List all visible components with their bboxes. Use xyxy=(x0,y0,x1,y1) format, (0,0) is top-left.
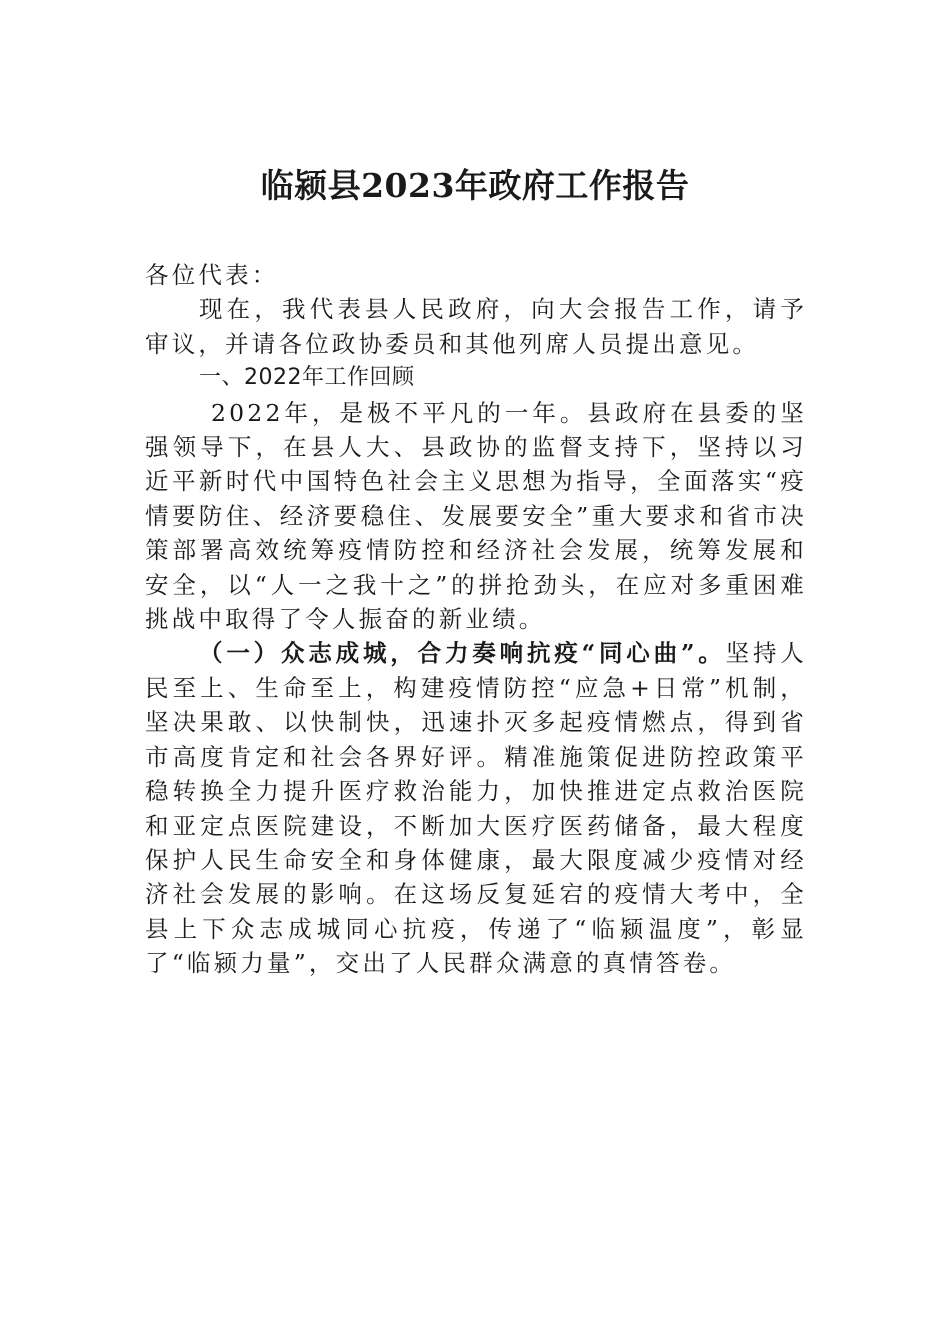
opening-paragraph: 现在，我代表县人民政府，向大会报告工作，请予审议，并请各位政协委员和其他列席人员提出意见。 xyxy=(145,295,807,358)
section-heading-2022-review: 一、2022年工作回顾 xyxy=(199,365,415,391)
document-body xyxy=(145,258,807,981)
document-title: 临颍县2023年政府工作报告 xyxy=(260,166,690,205)
item-1-heading: （一）众志成城，合力奏响抗疫“同心曲”。 xyxy=(199,639,726,668)
item-1-body: 坚持人民至上、生命至上，构建疫情防控“应急+日常”机制，坚决果敢、以快制快，迅速扑灭多起疫情燃点，得到省市高度肯定和社会各界好评。精准施策促进防控政策平稳转换全力提升医疗救治能力，加快推进定点救治医院和亚定点医院建设，不断加大医疗医药储备，最大程度保护人民生命安全和身体健康，最大限度减少疫情对经济社会发展的影响。在这场反复延宕的疫情大考中，全县上下众志成城同心抗疫，传递了“临颍温度”，彰显了“临颍力量”，交出了人民群众满意的真情答卷。 xyxy=(145,639,807,978)
item-1-paragraph xyxy=(145,636,807,980)
salutation: 各位代表： xyxy=(145,261,279,289)
section-intro-paragraph: 2022年，是极不平凡的一年。县政府在县委的坚强领导下，在县人大、县政协的监督支持下，坚持以习近平新时代中国特色社会主义思想为指导，全面落实“疫情要防住、经济要稳住、发展要安全”重大要求和省市决策部署高效统筹疫情防控和经济社会发展，统筹发展和安全，以“人一之我十之”的拼抢劲头，在应对多重困难挑战中取得了令人振奋的新业绩。 xyxy=(145,398,807,634)
